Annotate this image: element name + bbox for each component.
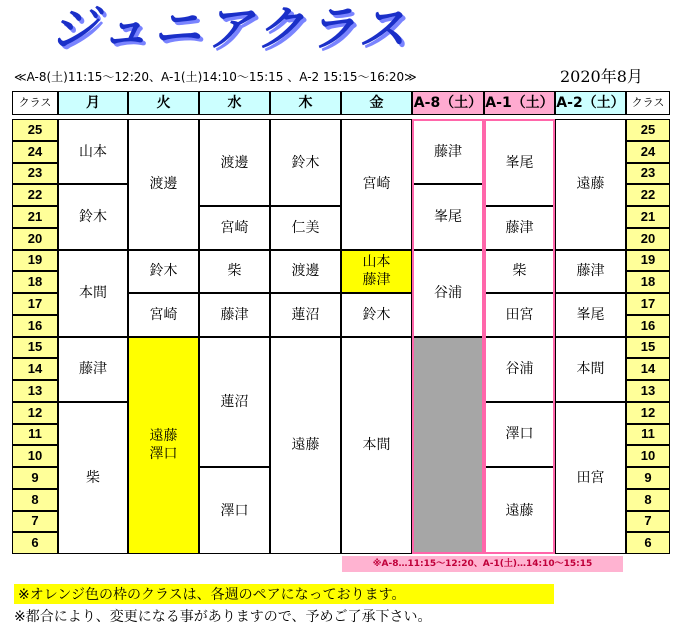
schedule-block: 鈴木 [128, 250, 199, 294]
class-number-right: 14 [626, 358, 670, 380]
change-note: ※都合により、変更になる事がありますので、予めご了承下さい。 [14, 609, 432, 625]
class-number-left: 15 [12, 337, 58, 359]
schedule-subtitle: ≪A-8(土)11:15～12:20、A-1(土)14:10～15:15 、A-2 15:15～16:20≫ [14, 70, 417, 84]
schedule-block: 本間 [341, 337, 412, 555]
class-number-left: 16 [12, 315, 58, 337]
schedule-block: 澤口 [484, 402, 555, 467]
class-number-left: 18 [12, 271, 58, 293]
schedule-block: 仁美 [270, 206, 341, 250]
header-3: 水 [199, 91, 270, 115]
class-number-left: 22 [12, 184, 58, 206]
schedule-block: 蓮沼 [270, 293, 341, 337]
schedule-block: 藤津 [199, 293, 270, 337]
schedule-block: 宮崎 [199, 206, 270, 250]
class-number-right: 20 [626, 228, 670, 250]
schedule-block [412, 337, 484, 555]
schedule-block: 蓮沼 [199, 337, 270, 468]
class-number-right: 25 [626, 119, 670, 141]
class-number-left: 17 [12, 293, 58, 315]
header-2: 火 [128, 91, 199, 115]
schedule-block: 本間 [555, 337, 626, 402]
class-number-right: 7 [626, 511, 670, 533]
schedule-block: 藤津 [58, 337, 128, 402]
schedule-block: 柴 [484, 250, 555, 294]
class-number-left: 7 [12, 511, 58, 533]
class-number-left: 6 [12, 532, 58, 554]
class-number-right: 9 [626, 467, 670, 489]
schedule-block: 遠藤 [484, 467, 555, 554]
schedule-block: 峯尾 [555, 293, 626, 337]
class-number-right: 24 [626, 141, 670, 163]
class-number-right: 21 [626, 206, 670, 228]
class-number-left: 25 [12, 119, 58, 141]
page-title: ジュニアクラス [50, 1, 411, 57]
schedule-block: 鈴木 [58, 184, 128, 249]
schedule-block: 藤津 [555, 250, 626, 294]
header-6: A-8（土） [412, 91, 484, 115]
class-number-right: 10 [626, 445, 670, 467]
schedule-block: 谷浦 [412, 250, 484, 337]
class-number-left: 11 [12, 424, 58, 446]
schedule-block: 山本 [58, 119, 128, 184]
class-number-right: 15 [626, 337, 670, 359]
schedule-block: 本間 [58, 250, 128, 337]
class-number-right: 18 [626, 271, 670, 293]
class-number-left: 14 [12, 358, 58, 380]
class-number-left: 21 [12, 206, 58, 228]
header-5: 金 [341, 91, 412, 115]
header-1: 月 [58, 91, 128, 115]
pair-note: ※オレンジ色の枠のクラスは、各週のペアになっております。 [14, 584, 554, 604]
schedule-block: 遠藤 [270, 337, 341, 555]
schedule-block: 渡邊 [270, 250, 341, 294]
schedule-block: 峯尾 [484, 119, 555, 206]
class-number-left: 8 [12, 489, 58, 511]
schedule-block: 谷浦 [484, 337, 555, 402]
class-number-left: 12 [12, 402, 58, 424]
header-8: A-2（土） [555, 91, 626, 115]
class-number-right: 8 [626, 489, 670, 511]
schedule-block: 澤口 [199, 467, 270, 554]
schedule-block: 遠藤 澤口 [128, 337, 199, 555]
schedule-block: 田宮 [484, 293, 555, 337]
header-9: クラス [626, 91, 670, 115]
schedule-block: 藤津 [484, 206, 555, 250]
class-number-left: 9 [12, 467, 58, 489]
class-number-left: 10 [12, 445, 58, 467]
month-label: 2020年8月 [560, 67, 643, 86]
schedule-block: 峯尾 [412, 184, 484, 249]
class-number-right: 22 [626, 184, 670, 206]
class-number-right: 19 [626, 250, 670, 272]
header-4: 木 [270, 91, 341, 115]
class-number-right: 6 [626, 532, 670, 554]
class-number-right: 13 [626, 380, 670, 402]
class-number-right: 11 [626, 424, 670, 446]
schedule-block: 鈴木 [270, 119, 341, 206]
schedule-block: 渡邊 [199, 119, 270, 206]
class-number-left: 24 [12, 141, 58, 163]
schedule-block: 鈴木 [341, 293, 412, 337]
schedule-block: 山本 藤津 [341, 250, 412, 294]
schedule-block: 柴 [58, 402, 128, 554]
schedule-block: 宮崎 [128, 293, 199, 337]
class-number-right: 23 [626, 163, 670, 185]
schedule-block: 柴 [199, 250, 270, 294]
schedule-block: 宮崎 [341, 119, 412, 250]
class-number-right: 17 [626, 293, 670, 315]
class-number-left: 20 [12, 228, 58, 250]
class-number-left: 13 [12, 380, 58, 402]
class-number-right: 16 [626, 315, 670, 337]
header-0: クラス [12, 91, 58, 115]
time-note: ※A-8…11:15～12:20、A-1(土)…14:10～15:15 [342, 556, 623, 572]
class-number-left: 19 [12, 250, 58, 272]
header-7: A-1（土） [484, 91, 555, 115]
schedule-block: 渡邊 [128, 119, 199, 250]
class-number-right: 12 [626, 402, 670, 424]
schedule-block: 遠藤 [555, 119, 626, 250]
schedule-block: 藤津 [412, 119, 484, 184]
schedule-block: 田宮 [555, 402, 626, 554]
class-number-left: 23 [12, 163, 58, 185]
